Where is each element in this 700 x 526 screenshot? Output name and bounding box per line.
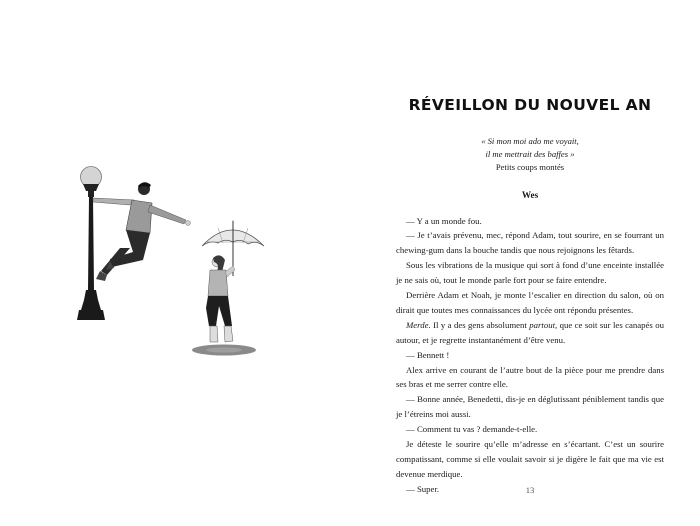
paragraph-segment: . Il y a des gens absolument xyxy=(428,319,530,330)
woman-figure xyxy=(192,220,264,356)
paragraph: — Comment tu vas ? demande-t-elle. xyxy=(406,424,538,435)
man-figure xyxy=(93,182,190,281)
paragraph-segment: , que ce soit sur les canapés ou autour, et je regrette instantanément d’être venu. xyxy=(396,319,664,345)
paragraph: — Y a un monde fou. xyxy=(406,215,482,226)
paragraph: Derrière Adam et Noah, je monte l’escalier en direction du salon, où on dirait que toutes mes connaissances du lycée ont répondu présentes. xyxy=(396,290,664,315)
epigraph-line-2: il me mettrait des baffes » xyxy=(485,149,575,160)
paragraph xyxy=(396,318,664,348)
page-number: 13 xyxy=(525,485,535,495)
epigraph-source: Petits coups montés xyxy=(495,162,565,173)
pov-character: Wes xyxy=(521,190,539,200)
right-page xyxy=(396,0,664,526)
paragraph: — Bennett ! xyxy=(406,349,450,360)
chapter-title: RÉVEILLON DU NOUVEL AN xyxy=(408,96,652,114)
paragraph: Sous les vibrations de la musique qui sort à fond d’une enceinte installée je ne sais où, tout le monde parle fort pour se faire entendre. xyxy=(396,260,664,286)
epigraph-line-1: « Si mon moi ado me voyait, xyxy=(481,136,579,146)
paragraph: Alex arrive en courant de l’autre bout de la pièce pour me prendre dans ses bras et me serrer contre elle. xyxy=(396,364,664,390)
illustration-lamppost-umbrella xyxy=(60,150,280,380)
emphasis: Merde xyxy=(406,319,429,330)
paragraph: — Bonne année, Benedetti, dis-je en déglutissant péniblement tandis que je l’étreins moi aussi. xyxy=(396,394,664,420)
chapter-body xyxy=(396,214,664,497)
lamppost-drawing xyxy=(77,167,105,321)
epigraph xyxy=(396,135,664,175)
emphasis: partout xyxy=(529,319,556,330)
paragraph: Je déteste le sourire qu’elle m’adresse en s’écartant. C’est un sourire compatissant, comme si elle voulait savoir si je digère le fait que ma vie est devenue merdique. xyxy=(396,439,664,479)
paragraph: — Je t’avais prévenu, mec, répond Adam, tout sourire, en se fourrant un chewing-gum dans la bouche tandis que nous rejoignons les fêtards. xyxy=(396,230,664,256)
paragraph: — Super. xyxy=(406,483,440,494)
